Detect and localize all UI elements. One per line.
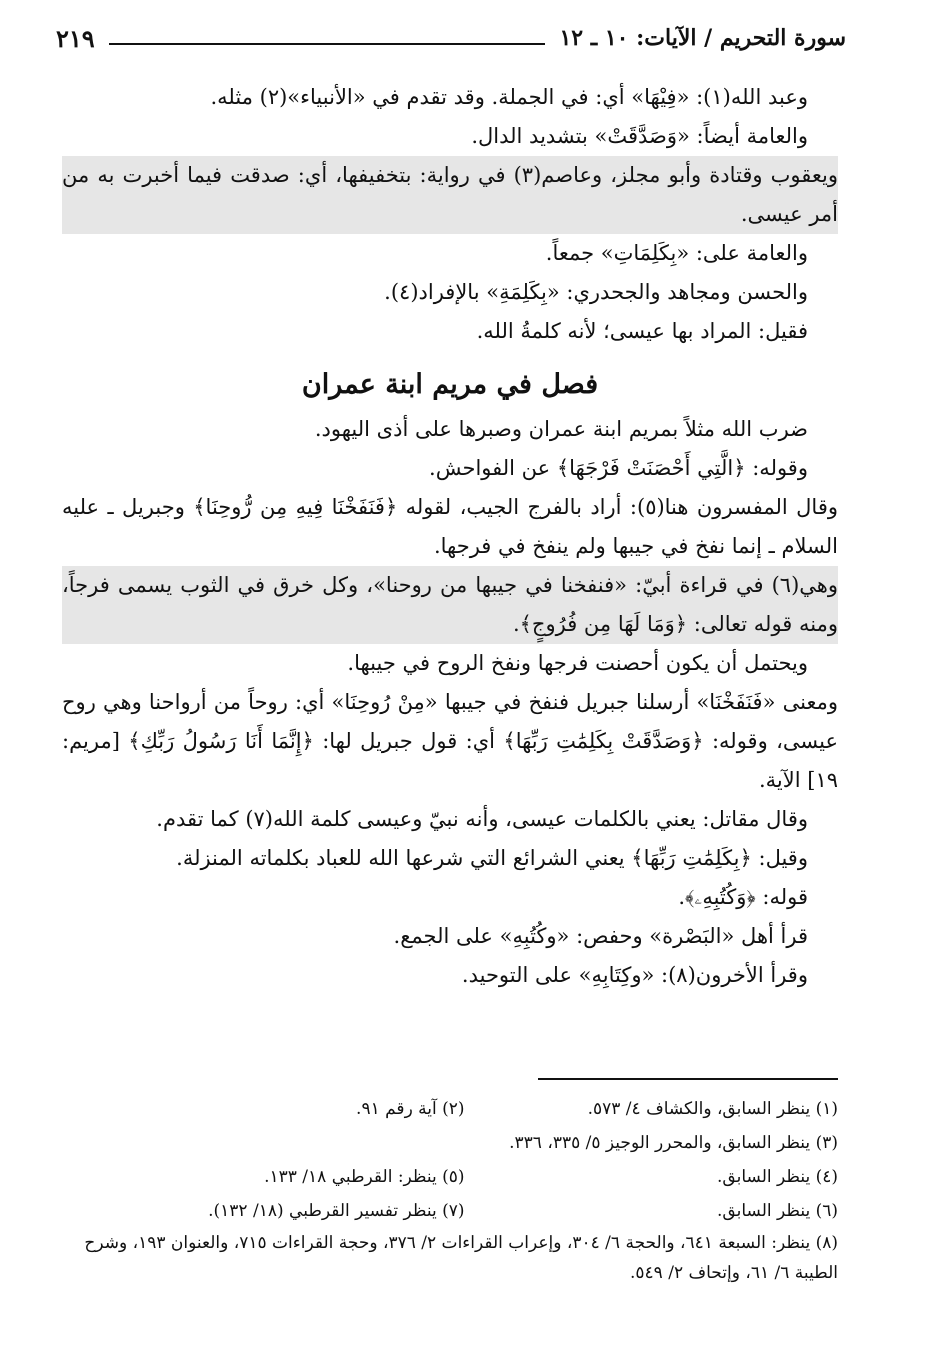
footnote: (٧) ينظر تفسير القرطبي (١٨/ ١٣٢). bbox=[208, 1201, 465, 1221]
footnote-row bbox=[60, 1126, 838, 1160]
paragraph: قرأ أهل «البَصْرة» وحفص: «وكُتُبِهِ» على الجمع. bbox=[393, 924, 808, 948]
footnote: (٤) ينظر السابق. bbox=[717, 1167, 838, 1187]
footnote-row bbox=[60, 1092, 838, 1126]
paragraph: والعامة أيضاً: «وَصَدَّقَتْ» بتشديد الدال. bbox=[471, 124, 808, 148]
page-header bbox=[56, 18, 846, 58]
footnote: (١) ينظر السابق، والكشاف ٤/ ٥٧٣. bbox=[587, 1099, 838, 1119]
footnote-row bbox=[60, 1160, 838, 1194]
paragraph: وعبد الله(١): «فِيْهَا» أي: في الجملة. وقد تقدم في «الأنبياء»(٢) مثله. bbox=[210, 85, 808, 109]
paragraph: ضرب الله مثلاً بمريم ابنة عمران وصبرها على أذى اليهود. bbox=[314, 417, 808, 441]
paragraph: وقيل: ﴿بِكَلِمَٰتِ رَبِّهَا﴾ يعني الشرائع التي شرعها الله للعباد بكلماته المنزلة. bbox=[176, 846, 808, 870]
paragraph: قوله: ﴿وَكُتُبِهِۦ﴾. bbox=[678, 885, 808, 909]
footnote: (٨) ينظر: السبعة ٦٤١، والحجة ٦/ ٣٠٤، وإعراب القراءات ٢/ ٣٧٦، وحجة القراءات ٧١٥، والعنوان ١٩٣، وشرح الطيبة ٦/ ٦١، وإتحاف ٢/ ٥٤٩. bbox=[84, 1233, 838, 1283]
paragraph: وقال مقاتل: يعني بالكلمات عيسى، وأنه نبيّ وعيسى كلمة الله(٧) كما تقدم. bbox=[156, 807, 808, 831]
header-rule bbox=[109, 31, 546, 45]
paragraph: ويعقوب وقتادة وأبو مجلز، وعاصم(٣) في رواية: بتخفيفها، أي: صدقت فيما أخبرت به من أمر عيسى. bbox=[62, 156, 838, 234]
footnotes bbox=[60, 1092, 838, 1288]
footnote-row bbox=[60, 1194, 838, 1228]
footnote: (٣) ينظر السابق، والمحرر الوجيز ٥/ ٣٣٥، ٣٣٦. bbox=[509, 1133, 838, 1153]
footnote-divider bbox=[538, 1078, 838, 1080]
paragraph: والعامة على: «بِكَلِمَاتِ» جمعاً. bbox=[545, 241, 808, 265]
paragraph: وقرأ الأخرون(٨): «وكِتَابِهِ» على التوحيد. bbox=[461, 963, 808, 987]
footnote: (٦) ينظر السابق. bbox=[717, 1201, 838, 1221]
paragraph: ومعنى «فَنَفَخْنَا» أرسلنا جبريل فنفخ في جيبها «مِنْ رُوحِنَا» أي: روحاً من أرواحنا وهي روح عيسى، وقوله: ﴿وَصَدَّقَتْ بِكَلِمَٰتِ رَبِّهَا﴾ أي: قول جبريل لها: ﴿إِنَّمَا أَنَا رَسُولُ رَبِّكِ﴾ [مريم: ١٩] الآية. bbox=[62, 690, 838, 792]
page-number: ٢١٩ bbox=[56, 23, 95, 53]
paragraph: ويحتمل أن يكون أحصنت فرجها ونفخ الروح في جيبها. bbox=[347, 651, 808, 675]
section-heading: فصل في مريم ابنة عمران bbox=[301, 369, 599, 400]
main-text bbox=[62, 78, 838, 995]
footnote: (٥) ينظر: القرطبي ١٨/ ١٣٣. bbox=[264, 1167, 465, 1187]
running-title: سورة التحريم / الآيات: ١٠ ـ ١٢ bbox=[559, 25, 846, 51]
footnote: (٢) آية رقم ٩١. bbox=[356, 1099, 465, 1119]
paragraph: وهي(٦) في قراءة أبيّ: «فنفخنا في جيبها من روحنا»، وكل خرق في الثوب يسمى فرجاً، ومنه قوله تعالى: ﴿وَمَا لَهَا مِن فُرُوجٍ﴾. bbox=[62, 566, 838, 644]
paragraph: وقال المفسرون هنا(٥): أراد بالفرج الجيب، لقوله ﴿فَنَفَخْنَا فِيهِ مِن رُّوحِنَا﴾ وجبريل ـ عليه السلام ـ إنما نفخ في جيبها ولم ينفخ في فرجها. bbox=[62, 495, 839, 558]
paragraph: والحسن ومجاهد والجحدري: «بِكَلِمَةِ» بالإفراد(٤). bbox=[384, 280, 808, 304]
paragraph: فقيل: المراد بها عيسى؛ لأنه كلمةُ الله. bbox=[476, 319, 808, 343]
paragraph: وقوله: ﴿الَّتِي أَحْصَنَتْ فَرْجَهَا﴾ عن الفواحش. bbox=[429, 456, 808, 480]
